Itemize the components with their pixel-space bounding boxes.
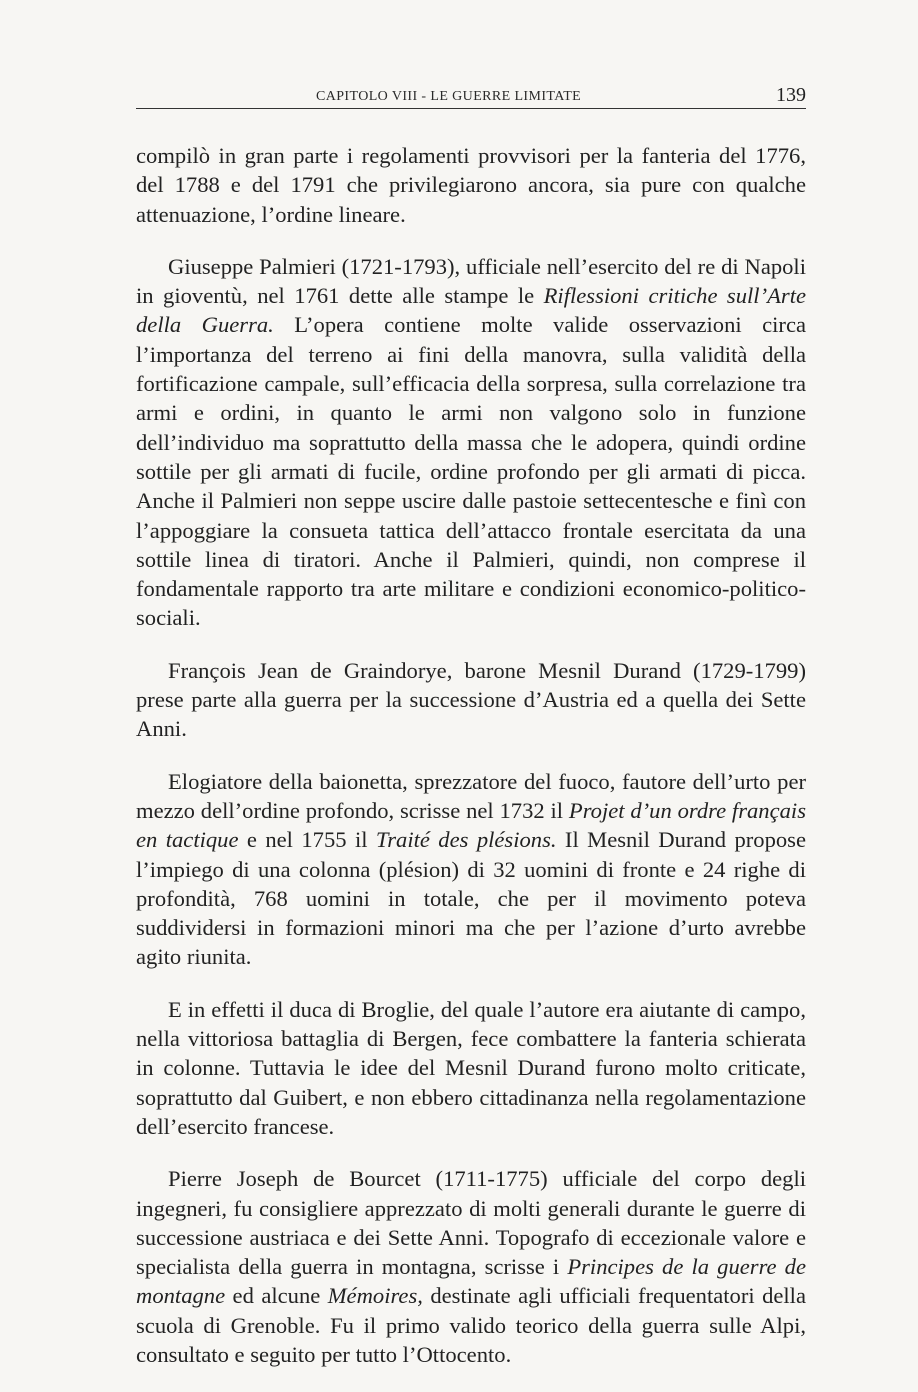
book-title: Principes de la guerre de montagne bbox=[136, 1254, 806, 1309]
text-run: destinate agli ufficiali frequentatori della scuola di Grenoble. Fu il primo valido teorico della guerra sulle Alpi, consultato e seguito per tutto l’Ottocento. bbox=[136, 1283, 806, 1367]
text-run: compilò in gran parte i regolamenti provvisori per la fanteria del 1776, del 1788 e del 1791 che privilegiarono ancora, sia pure con qualche attenuazione, l’ordine lineare. bbox=[136, 143, 806, 227]
paragraph bbox=[136, 656, 806, 744]
text-run: Giuseppe Palmieri (1721-1793), ufficiale nell’esercito del re di Napoli in gioventù, nel 1761 dette alle stampe le bbox=[136, 253, 806, 309]
text-run: François Jean de Graindorye, barone Mesnil Durand (1729-1799) prese parte alla guerra per la successione d’Austria ed a quella dei Sette Anni. bbox=[136, 657, 806, 742]
paragraph bbox=[136, 141, 806, 229]
text-run: Il Mesnil Durand propose l’impiego di una colonna (plésion) di 32 uomini di fronte e 24 righe di profondità, 768 uomini in totale, che per il movimento poteva suddividersi in formazioni minori ma che per l’azione d’urto avrebbe agito riunita. bbox=[136, 827, 806, 970]
text-run: e nel 1755 il bbox=[238, 827, 376, 853]
book-title: Traité des plésions. bbox=[375, 827, 557, 853]
book-title: Mémoires, bbox=[327, 1283, 423, 1309]
text-run: L’opera contiene molte valide osservazioni circa l’importanza del terreno ai fini della manovra, sulla validità della fortificazione campale, sull’efficacia della sorpresa, sulla correlazione tra armi e ordini, in quanto le armi non valgono solo in funzione dell’individuo ma soprattutto della massa che le adopera, quindi ordine sottile per gli armati di fucile, ordine profondo per gli armati di picca. Anche il Palmieri non seppe uscire dalle pastoie settecentesche e finì con l’appoggiare la consueta tattica dell’attacco frontale esercitata da una sottile linea di tiratori. Anche il Palmieri, quindi, non comprese il fondamentale rapporto tra arte militare e condizioni economico-politico-sociali. bbox=[136, 312, 806, 631]
text-run: Pierre Joseph de Bourcet (1711-1775) ufficiale del corpo degli ingegneri, fu consigliere apprezzato di molti generali durante le guerre di successione austriaca e dei Sette Anni. Topografo di eccezionale valore e specialista della guerra in montagna, scrisse i bbox=[136, 1166, 806, 1280]
body-text bbox=[136, 141, 806, 1392]
text-run: ed alcune bbox=[225, 1283, 328, 1309]
text-run: Elogiatore della baionetta, sprezzatore del fuoco, fautore dell’urto per mezzo dell’ordine profondo, scrisse nel 1732 il bbox=[136, 768, 806, 823]
paragraph bbox=[136, 1164, 806, 1369]
paragraph bbox=[136, 995, 806, 1141]
running-title: CAPITOLO VIII - LE GUERRE LIMITATE bbox=[316, 89, 582, 104]
paragraph bbox=[136, 252, 806, 633]
page-number: 139 bbox=[776, 84, 806, 106]
book-title: Projet d’un ordre français en tactique bbox=[136, 797, 806, 853]
text-run: E in effetti il duca di Broglie, del quale l’autore era aiutante di campo, nella vittoriosa battaglia di Bergen, fece combattere la fanteria schierata in colonne. Tuttavia le idee del Mesnil Durand furono molto criticate, soprattutto dal Guibert, e non ebbero cittadinanza nella regolamentazione dell’esercito francese. bbox=[136, 996, 806, 1139]
book-title: Riflessioni critiche sull’Arte della Guerra. bbox=[136, 283, 807, 338]
paragraph bbox=[136, 767, 806, 972]
running-header bbox=[136, 84, 806, 109]
